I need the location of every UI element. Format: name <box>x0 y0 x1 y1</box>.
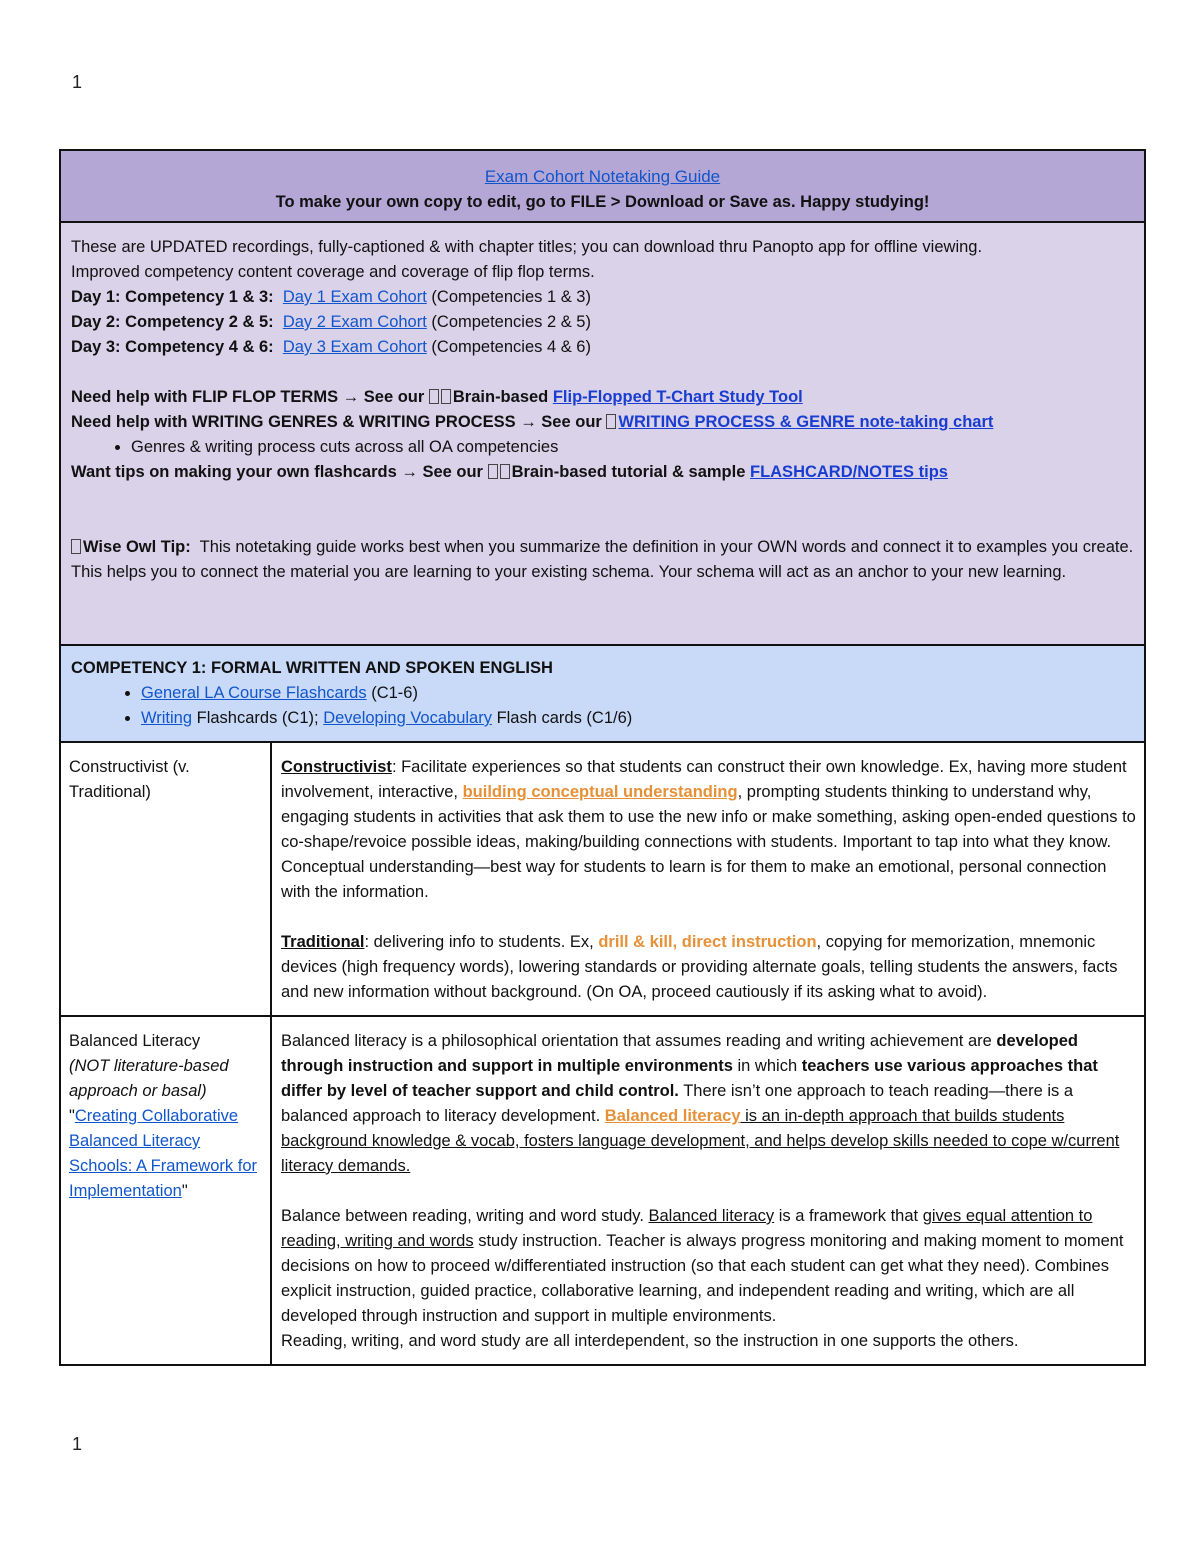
writing-flashcards-link[interactable]: Writing <box>141 709 193 727</box>
wise-owl-tip: Wise Owl Tip: This notetaking guide works best when you summarize the definition in your OWN words and connect it to examples you create. This helps you to connect the material you are learning to your existing schema. Your schema will act as an anchor to your new learning. <box>71 538 1134 581</box>
balanced-literacy-paragraph-2: Balance between reading, writing and word study. Balanced literacy is a framework that gives equal attention to reading, writing and words study instruction. Teacher is always progress monitoring and making moment to moment decisions on how to proceed w/differentiated instruction (so that each student can get what they need). Combines explicit instruction, guided practice, collaborative learning, and independent reading and writing, which are all developed through instruction and support in multiple environments. <box>281 1207 1124 1325</box>
brain-icon <box>488 464 498 479</box>
definition-cell-constructivist <box>271 742 1145 1016</box>
definition-cell-balanced-literacy <box>271 1016 1145 1365</box>
table-row <box>60 1016 1145 1365</box>
list-item: • Genres & writing process cuts across all OA competencies <box>131 435 1134 460</box>
list-item: • General LA Course Flashcards (C1-6) <box>141 681 1134 706</box>
writing-process-chart-link[interactable]: WRITING PROCESS & GENRE note-taking chart <box>618 413 994 431</box>
day-3-line: Day 3: Competency 4 & 6: Day 3 Exam Cohort (Competencies 4 & 6) <box>71 338 591 356</box>
flip-flop-line: Need help with FLIP FLOP TERMS → See our Brain-based Flip-Flopped T-Chart Study Tool <box>71 388 803 406</box>
flashcard-tips-link[interactable]: FLASHCARD/NOTES tips <box>749 463 948 481</box>
competency-1-row <box>60 645 1145 742</box>
flip-flop-tchart-link[interactable]: Flip-Flopped T-Chart Study Tool <box>552 388 803 406</box>
balanced-literacy-framework-link[interactable]: Creating Collaborative Balanced Literacy Schools: A Framework for Implementation <box>69 1107 257 1200</box>
header-row <box>60 150 1145 222</box>
brain-icon <box>500 464 510 479</box>
pencil-icon <box>606 414 616 429</box>
competency-1-links <box>71 681 1134 731</box>
list-item: • Writing Flashcards (C1); Developing Vocabulary Flash cards (C1/6) <box>141 706 1134 731</box>
term-cell-balanced-literacy: Balanced Literacy (NOT literature-based approach or basal) "Creating Collaborative Balanced Literacy Schools: A Framework for Implementation" <box>60 1016 271 1365</box>
page-number-top: 1 <box>72 72 83 92</box>
writing-line: Need help with WRITING GENRES & WRITING PROCESS → See our WRITING PROCESS & GENRE note-taking chart <box>71 413 994 431</box>
term-cell-constructivist: Constructivist (v. Traditional) <box>60 742 271 1016</box>
arrow-right-icon: → <box>342 388 360 406</box>
guide-title-link[interactable]: Exam Cohort Notetaking Guide <box>484 167 721 186</box>
traditional-definition: Traditional: delivering info to students. Ex, drill & kill, direct instruction, copying for memorization, mnemonic devices (high frequency words), lowering standards or providing alternate goals, telling students the answers, facts and new information without background. (On OA, proceed cautiously if its asking what to avoid). <box>281 933 1118 1001</box>
arrow-right-icon: → <box>401 463 418 481</box>
brain-icon <box>429 389 439 404</box>
competency-1-cell <box>60 645 1145 742</box>
header-cell <box>60 150 1145 222</box>
constructivist-definition: Constructivist: Facilitate experiences so that students can construct their own knowledge. Ex, having more student involvement, interactive, building conceptual understanding, prompting students thinking to understand why, engaging students in activities that ask them to use the new info or make something, asking open-ended questions to co-shape/revoice possible ideas, making/building connections with students. Important to tap into what they know. Conceptual understanding—best way for students to learn is for them to make an emotional, personal connection with the information. <box>281 758 1136 901</box>
day-3-link[interactable]: Day 3 Exam Cohort <box>282 338 427 356</box>
owl-icon <box>71 539 81 554</box>
day-2-link[interactable]: Day 2 Exam Cohort <box>282 313 427 331</box>
general-la-flashcards-link[interactable]: General LA Course Flashcards <box>141 684 367 702</box>
header-subtitle: To make your own copy to edit, go to FILE > Download or Save as. Happy studying! <box>275 193 930 211</box>
day-1-line: Day 1: Competency 1 & 3: Day 1 Exam Cohort (Competencies 1 & 3) <box>71 288 591 306</box>
developing-vocabulary-link[interactable]: Developing Vocabulary <box>323 709 492 727</box>
brain-icon <box>441 389 451 404</box>
balanced-literacy-paragraph-3: Reading, writing, and word study are all interdependent, so the instruction in one supports the others. <box>281 1332 1019 1350</box>
flashcard-line: Want tips on making your own flashcards → See our Brain-based tutorial & sample FLASHCARD/NOTES tips <box>71 463 948 481</box>
arrow-right-icon: → <box>520 413 537 431</box>
intro-line-2: Improved competency content coverage and coverage of flip flop terms. <box>71 263 595 281</box>
page-number-bottom: 1 <box>72 1434 83 1454</box>
intro-row <box>60 222 1145 645</box>
day-1-link[interactable]: Day 1 Exam Cohort <box>282 288 427 306</box>
balanced-literacy-paragraph-1: Balanced literacy is a philosophical orientation that assumes reading and writing achievement are developed through instruction and support in multiple environments in which teachers use various approaches that differ by level of teacher support and child control. There isn’t one approach to teach reading—there is a balanced approach to literacy development. Balanced literacy is an in-depth approach that builds students background knowledge & vocab, fosters language development, and helps develop skills needed to cope w/current literacy demands. <box>281 1032 1120 1175</box>
writing-bullet-list <box>71 435 1134 460</box>
competency-1-title: COMPETENCY 1: FORMAL WRITTEN AND SPOKEN ENGLISH <box>71 659 553 677</box>
notetaking-table <box>59 149 1146 1366</box>
table-row <box>60 742 1145 1016</box>
intro-cell <box>60 222 1145 645</box>
day-2-line: Day 2: Competency 2 & 5: Day 2 Exam Cohort (Competencies 2 & 5) <box>71 313 591 331</box>
intro-line-1: These are UPDATED recordings, fully-captioned & with chapter titles; you can download thru Panopto app for offline viewing. <box>71 238 983 256</box>
